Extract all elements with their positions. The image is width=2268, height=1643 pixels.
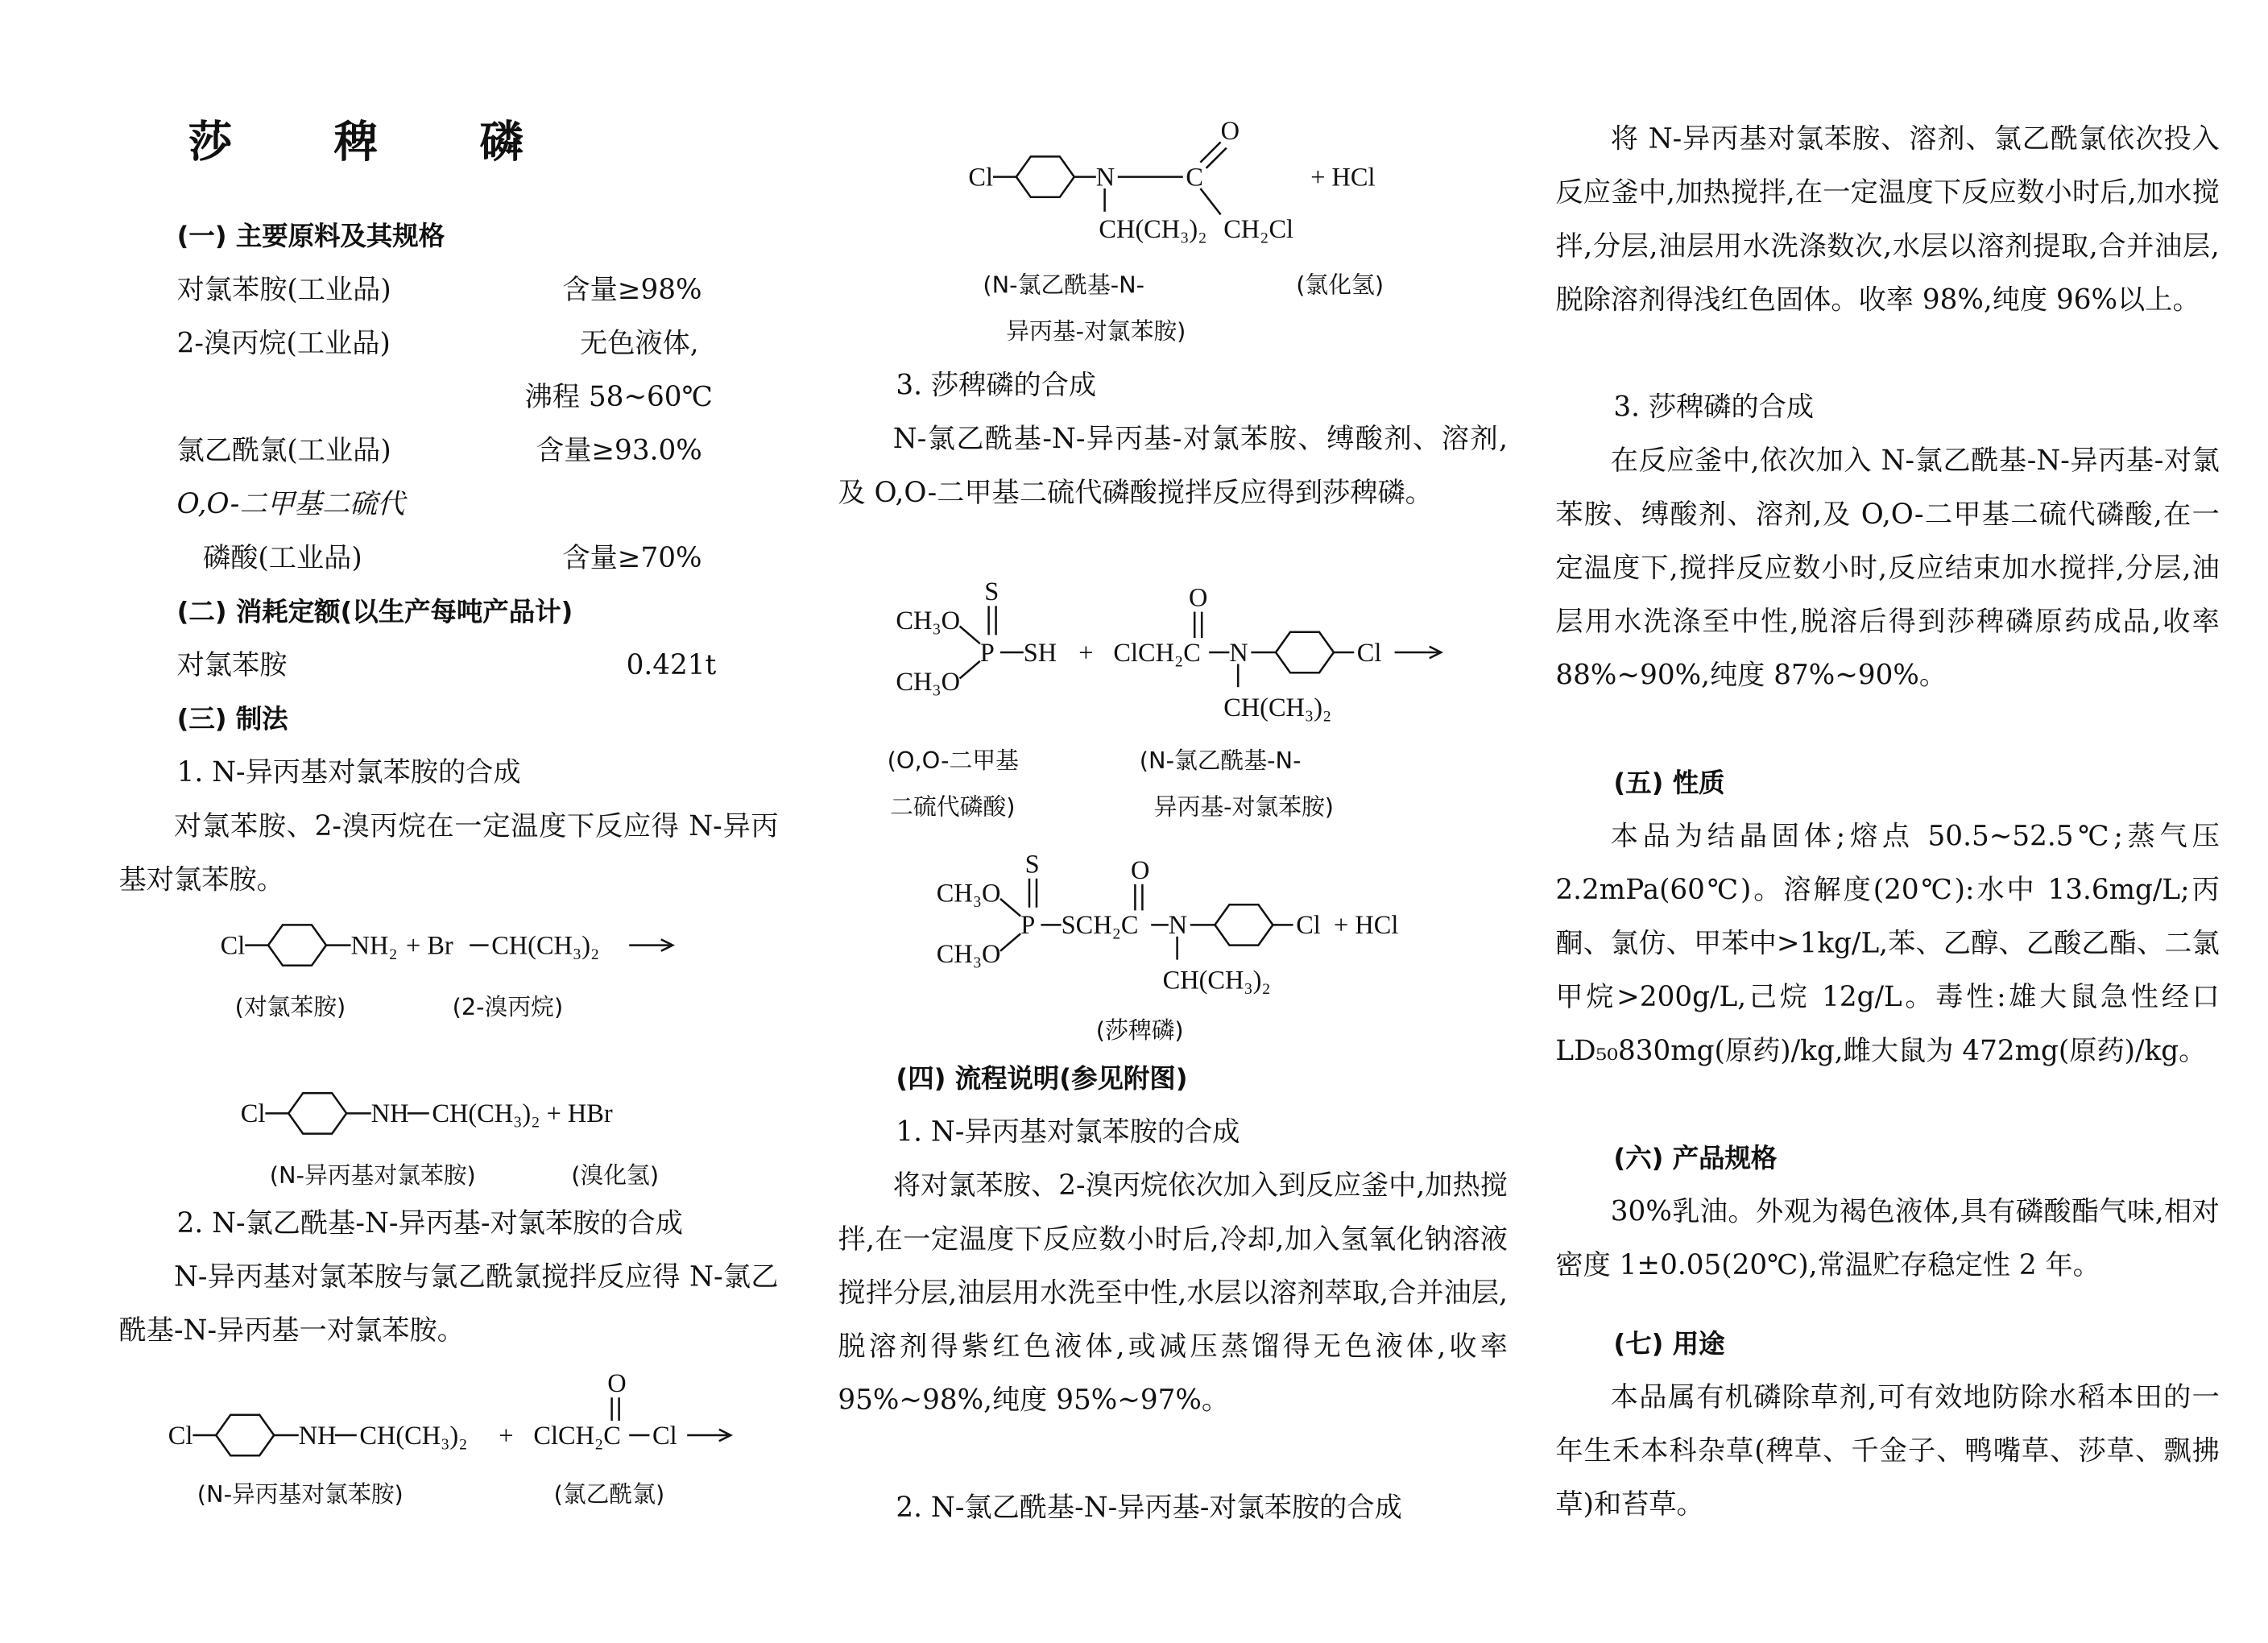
- reaction-1-reactants: [221, 913, 801, 1029]
- chem-n: N: [1095, 163, 1115, 192]
- chem-isopropyl-hbr: CH(CH₃)₂ + HBr: [432, 1099, 613, 1129]
- chem-o: O: [1220, 116, 1240, 146]
- step-2-title: 2. N-氯乙酰基-N-异丙基-对氯苯胺的合成: [176, 1207, 683, 1239]
- benzene-ring-icon: [268, 925, 326, 965]
- benzene-ring-icon: [1276, 632, 1334, 673]
- chem-methoxy: CH₃O: [896, 667, 961, 697]
- material-spec: 无色液体,: [580, 327, 699, 360]
- section-4-heading: (四) 流程说明(参见附图): [896, 1064, 1188, 1095]
- chem-cl: Cl: [240, 1099, 266, 1129]
- chem-cl: Cl: [968, 163, 993, 192]
- section-3-heading: (三) 制法: [176, 704, 288, 735]
- material-name: O,O-二甲基二硫代: [176, 488, 405, 521]
- chem-isopropyl: CH(CH₃)₂: [1223, 693, 1332, 723]
- chem-label: (N-氯乙酰基-N-: [1139, 747, 1302, 774]
- chem-plus: +: [499, 1421, 514, 1451]
- section-7-text: 本品属有机磷除草剂,可有效地防除水稻本田的一年生禾本科杂草(稗草、千金子、鸭嘴草、莎草、飘拂草)和苔草。: [1555, 1381, 2220, 1521]
- chem-c: C: [1186, 163, 1204, 192]
- chem-chloroacetyl: ClCH₂C: [1113, 638, 1201, 668]
- chem-isopropyl: CH(CH₃)₂: [359, 1421, 468, 1451]
- flow-1-text: 将对氯苯胺、2-溴丙烷依次加入到反应釜中,加热搅拌,在一定温度下反应数小时后,冷却,加入氢氧化钠溶液搅拌分层,油层用水洗至中性,水层以溶剂萃取,合并油层,脱溶剂得紫红色液体,或减压蒸馏得无色液体,收率 95%~98%,纯度 95%~97%。: [838, 1169, 1508, 1417]
- chem-o: O: [1131, 855, 1150, 885]
- chem-label: (氯乙酰氯): [553, 1480, 665, 1508]
- reaction-3-products: [937, 846, 1517, 1049]
- chem-isopropyl: CH(CH₃)₂: [491, 931, 600, 961]
- section-5-text: 本品为结晶固体;熔点 50.5~52.5℃;蒸气压 2.2mPa(60℃)。溶解度(20℃):水中 13.6mg/L;丙酮、氯仿、甲苯中>1kg/L,苯、乙醇、乙酸乙酯、二氯甲烷>200g/L,己烷 12g/L。毒性:雄大鼠急性经口 LD₅₀830mg(原药)/kg,雌大鼠为 472mg(原药)/kg。: [1555, 820, 2220, 1067]
- material-spec: 含量≥93.0%: [536, 435, 702, 467]
- section-7-heading: (七) 用途: [1613, 1329, 1725, 1360]
- chem-label: (氯化氢): [1296, 271, 1384, 299]
- chem-methoxy: CH₃O: [936, 879, 1001, 908]
- material-spec: 含量≥98%: [562, 274, 702, 306]
- chem-nh: NH: [370, 1099, 409, 1129]
- section-5-heading: (五) 性质: [1613, 768, 1725, 799]
- chem-isopropyl: CH(CH₃)₂: [1099, 215, 1207, 245]
- chem-cl: Cl: [1356, 638, 1382, 668]
- reaction-2-reactants: [168, 1363, 806, 1522]
- chem-label: (对氯苯胺): [234, 993, 346, 1020]
- material-name: 磷酸(工业品): [203, 542, 362, 574]
- chem-isopropyl: CH(CH₃)₂: [1162, 966, 1271, 995]
- flow-3-title: 3. 莎稗磷的合成: [1613, 391, 1815, 424]
- chem-thioacetyl: SCH₂C: [1061, 911, 1139, 941]
- flow-2-title: 2. N-氯乙酰基-N-异丙基-对氯苯胺的合成: [896, 1492, 1402, 1524]
- chem-nh2: NH₂: [350, 931, 398, 961]
- chem-label: (2-溴丙烷): [452, 993, 564, 1020]
- column-2: [838, 0, 1508, 1642]
- chem-plus-br: + Br: [406, 931, 453, 961]
- column-1: [119, 0, 801, 1642]
- chem-nh: NH: [298, 1421, 337, 1451]
- step-3-title: 3. 莎稗磷的合成: [896, 370, 1097, 402]
- chem-chloroacetyl: ClCH₂C: [533, 1421, 621, 1451]
- step-1-title: 1. N-异丙基对氯苯胺的合成: [176, 756, 521, 789]
- chem-cl: Cl: [168, 1421, 193, 1451]
- section-6-text: 30%乳油。外观为褐色液体,具有磷酸酯气味,相对密度 1±0.05(20℃),常温贮存稳定性 2 年。: [1555, 1196, 2220, 1282]
- chem-sh: SH: [1023, 638, 1057, 668]
- consumption-value: 0.421t: [626, 649, 717, 681]
- chem-s: S: [984, 577, 999, 607]
- section-2-heading: (二) 消耗定额(以生产每吨产品计): [176, 597, 573, 628]
- chem-label: (N-异丙基对氯苯胺): [269, 1161, 476, 1189]
- reaction-2-products: [925, 113, 1504, 345]
- chem-label: (N-异丙基对氯苯胺): [197, 1480, 404, 1508]
- flow-2-text: 将 N-异丙基对氯苯胺、溶剂、氯乙酰氯依次投入反应釜中,加热搅拌,在一定温度下反应数小时后,加水搅拌,分层,油层用水洗涤数次,水层以溶剂提取,合并油层,脱除溶剂得浅红色固体。收率 98%,纯度 96%以上。: [1555, 123, 2220, 317]
- reaction-3-reactants: [887, 574, 1504, 835]
- chem-label: (N-氯乙酰基-N-: [983, 271, 1145, 299]
- flow-3-text: 在反应釜中,依次加入 N-氯乙酰基-N-异丙基-对氯苯胺、缚酸剂、溶剂,及 O,O-二甲基二硫代磷酸,在一定温度下,搅拌反应数小时,反应结束加水搅拌,分层,油层用水洗涤至中性,脱溶后得到莎稗磷原药成品,收率 88%~90%,纯度 87%~90%。: [1555, 445, 2220, 692]
- consumption-name: 对氯苯胺: [176, 649, 288, 681]
- material-name: 2-溴丙烷(工业品): [176, 327, 391, 360]
- chem-hcl: + HCl: [1334, 911, 1399, 941]
- section-6-heading: (六) 产品规格: [1613, 1144, 1778, 1174]
- chem-hcl: + HCl: [1310, 163, 1376, 192]
- chem-label: (溴化氢): [571, 1161, 660, 1189]
- material-name: 对氯苯胺(工业品): [176, 274, 391, 306]
- chem-cl: Cl: [1296, 911, 1321, 941]
- benzene-ring-icon: [1215, 904, 1273, 945]
- chem-n: N: [1168, 911, 1188, 941]
- chem-ch2cl: CH₂Cl: [1223, 215, 1294, 245]
- column-3: [1555, 0, 2219, 1642]
- flow-1-title: 1. N-异丙基对氯苯胺的合成: [896, 1116, 1240, 1148]
- chem-label: (莎稗磷): [1095, 1016, 1184, 1044]
- reaction-1-products: [241, 1082, 821, 1198]
- chem-o: O: [607, 1369, 627, 1398]
- chem-label: 异丙基-对氯苯胺): [1153, 793, 1335, 821]
- material-spec: 沸程 58~60℃: [524, 381, 713, 413]
- section-1-heading: (一) 主要原料及其规格: [176, 221, 445, 253]
- document-title: 莎 稗 磷: [188, 117, 567, 168]
- chem-label: 二硫代磷酸): [890, 793, 1016, 821]
- material-spec: 含量≥70%: [562, 542, 702, 574]
- benzene-ring-icon: [216, 1415, 274, 1455]
- chem-s: S: [1024, 850, 1040, 879]
- step-1-text: 对氯苯胺、2-溴丙烷在一定温度下反应得 N-异丙基对氯苯胺。: [118, 810, 779, 896]
- chem-p: P: [1020, 911, 1036, 941]
- chem-plus: +: [1078, 638, 1094, 668]
- chem-p: P: [979, 638, 995, 668]
- step-2-text: N-异丙基对氯苯胺与氯乙酰氯搅拌反应得 N-氯乙酰基-N-异丙基一对氯苯胺。: [118, 1261, 779, 1347]
- benzene-ring-icon: [288, 1093, 346, 1133]
- chem-methoxy: CH₃O: [936, 940, 1001, 970]
- chem-n: N: [1229, 638, 1248, 668]
- chem-cl: Cl: [220, 931, 246, 961]
- step-3-text: N-氯乙酰基-N-异丙基-对氯苯胺、缚酸剂、溶剂,及 O,O-二甲基二硫代磷酸搅拌反应得到莎稗磷。: [838, 423, 1508, 509]
- chem-methoxy: CH₃O: [896, 606, 961, 636]
- benzene-ring-icon: [1016, 156, 1074, 197]
- chem-o: O: [1189, 583, 1208, 613]
- chem-cl: Cl: [652, 1421, 677, 1451]
- chem-label: 异丙基-对氯苯胺): [1006, 317, 1186, 346]
- material-name: 氯乙酰氯(工业品): [176, 435, 391, 467]
- chem-label: (O,O-二甲基: [887, 747, 1019, 774]
